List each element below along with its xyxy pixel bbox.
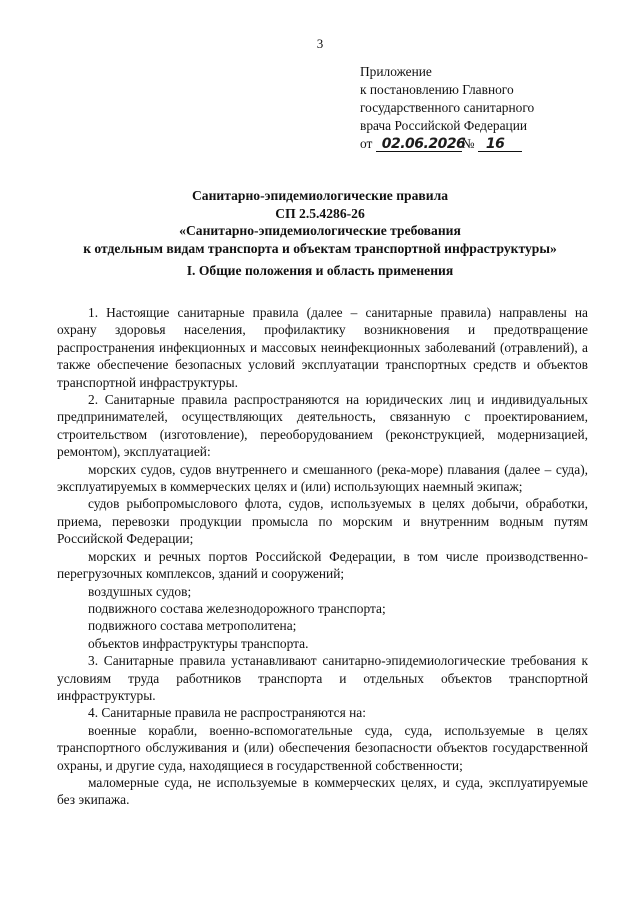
title-line: «Санитарно-эпидемиологические требования [179,223,461,239]
handwritten-number: 16 [478,137,522,152]
title-line: Санитарно-эпидемиологические правила [191,188,448,203]
number-sign: № [461,136,475,151]
paragraph: судов рыбопромыслового флота, судов, используемых в целях добычи, обработки, приема, перевозки продукции промысла по морским и внутренним водным путям Российской Федерации; [57,496,588,547]
title-code: СП 2.5.4286-26 [275,205,365,221]
handwritten-date: 02.06.2026 [376,137,462,152]
date-prefix: от [360,136,373,151]
paragraph: морских и речных портов Российской Федерации, в том числе производственно-перегрузочных комплексов, зданий и сооружений; [57,548,588,582]
section-heading: I. Общие положения и область применения [186,263,454,278]
annex-line: врача Российской Федерации [360,118,528,133]
paragraph: маломерные суда, не используемые в коммерческих целях, и суда, эксплуатируемые без экипажа. [57,774,588,808]
list-item: подвижного состава железнодорожного транспорта; [88,600,386,616]
document-title [40,187,600,257]
list-item: воздушных судов; [88,583,192,599]
annex-line: Приложение [360,64,432,79]
annex-line: государственного санитарного [360,100,535,115]
annex-block [360,63,630,153]
list-item: подвижного состава метрополитена; [88,618,297,634]
paragraph: 1. Настоящие санитарные правила (далее – санитарные правила) направлены на охрану здоровья населения, профилактику возникновения и предотвращение распространения инфекционных и массовых неинфекционных заболеваний (отравлений), а также обеспечение безопасных условий эксплуатации транспортных средств и объектов транспортной инфраструктуры. [57,305,588,390]
paragraph: морских судов, судов внутреннего и смешанного (река-море) плавания (далее – суда), эксплуатируемых в коммерческих целях и (или) использующих наемный экипаж; [57,461,588,495]
page-number: 3 [316,36,324,51]
paragraph: 2. Санитарные правила распространяются на юридических лиц и индивидуальных предпринимателей, осуществляющих деятельность, связанную с проектированием, строительством (изготовление), переоборудованием (реконструкцией, модернизацией, ремонтом), эксплуатацией: [57,392,588,460]
annex-date-line [360,135,630,153]
list-item: объектов инфраструктуры транспорта. [88,635,309,651]
annex-line: к постановлению Главного [360,82,514,97]
document-body [57,304,588,809]
title-line: к отдельным видам транспорта и объектам транспортной инфраструктуры» [83,240,557,256]
paragraph: 4. Санитарные правила не распространяются на: [88,705,366,721]
paragraph: 3. Санитарные правила устанавливают санитарно-эпидемиологические требования к условиям труда работников транспорта и отдельных объектов транспортной инфраструктуры. [57,653,588,703]
paragraph: военные корабли, военно-вспомогательные суда, суда, используемые в целях транспортного обслуживания и (или) обеспечения безопасности объектов государственной охраны, и другие суда, находящиеся в государственной собственности; [57,722,588,773]
